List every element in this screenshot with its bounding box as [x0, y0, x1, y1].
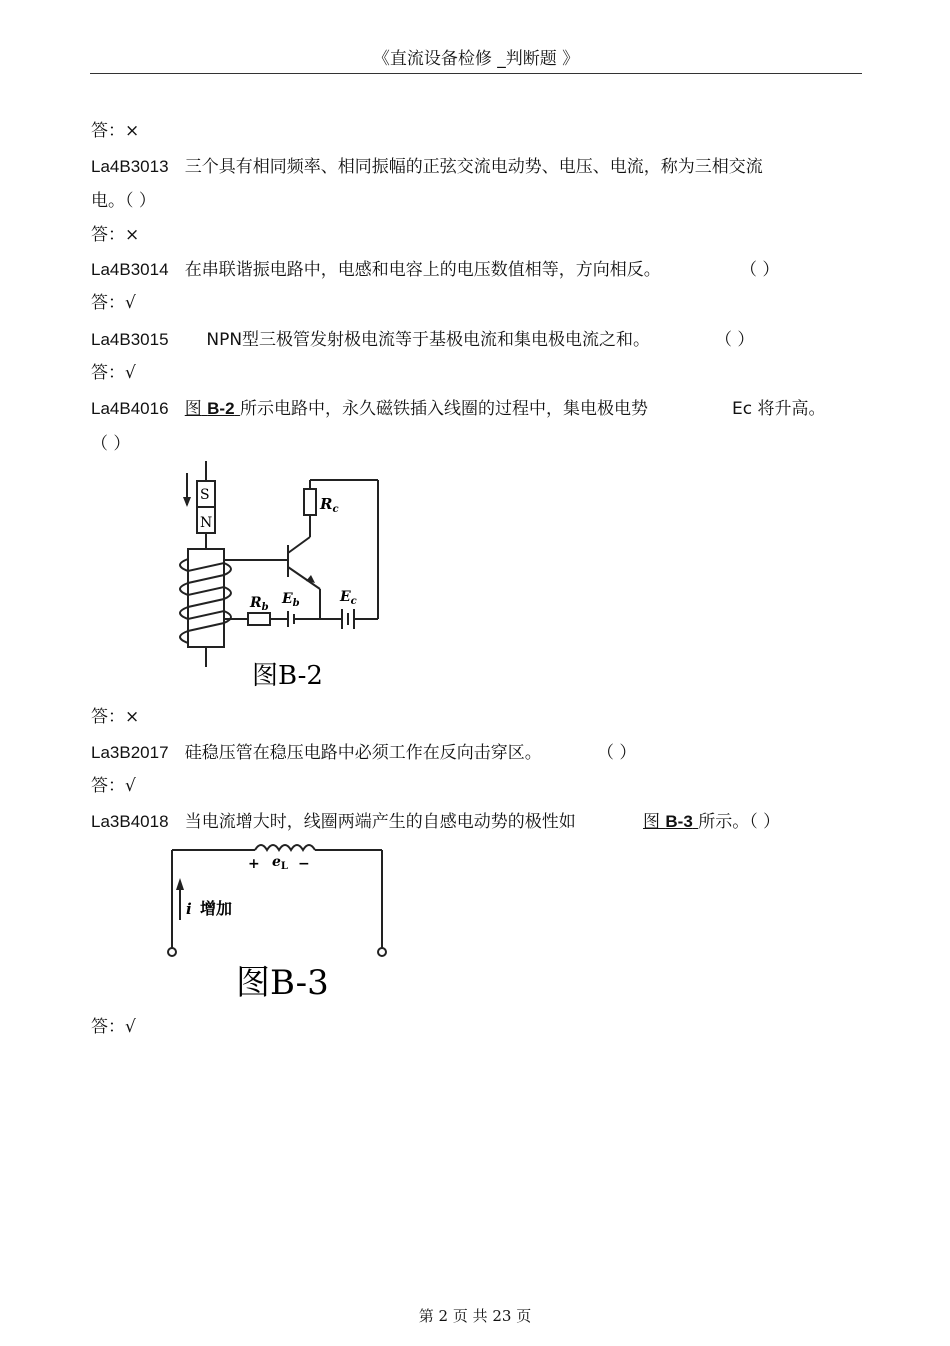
ec-label: $E_c$	[340, 589, 357, 607]
magnet-n-label: N	[200, 515, 213, 531]
question-la4b3015	[91, 329, 650, 351]
document-header: 《直流设备检修 _判断题 》	[372, 49, 580, 69]
question-code: La3B4018	[91, 812, 169, 831]
question-text-tail: Ec 将升高。	[732, 399, 826, 419]
question-la4b3013	[91, 156, 763, 178]
question-la3b4018-tail: 图 B-3 所示。（ ）	[643, 812, 781, 832]
header-divider	[90, 73, 862, 74]
rb-label: $R_b$	[250, 595, 269, 613]
question-text: NPN型三极管发射极电流等于基极电流和集电极电流之和。	[206, 330, 651, 350]
question-text: 所示电路中，永久磁铁插入线圈的过程中，集电极电势	[239, 399, 648, 419]
figure-b3-inductor	[160, 838, 396, 1004]
figure-b3-caption: 图B-3	[236, 963, 329, 1003]
figure-reference-b2[interactable]: 图 B-2	[184, 399, 235, 419]
plus-sign: +	[248, 856, 260, 872]
answer-previous: 答：×	[91, 121, 140, 141]
question-text: 硅稳压管在稳压电路中必须工作在反向击穿区。	[184, 743, 542, 763]
question-la4b3013-cont: 电。（ ）	[91, 191, 156, 211]
question-la4b4016	[91, 398, 648, 420]
question-code: La4B3013	[91, 157, 169, 176]
question-code: La3B2017	[91, 743, 169, 762]
figure-b2-caption: 图B-2	[252, 661, 323, 691]
answer-la4b4016: 答：×	[91, 707, 140, 727]
answer-blank: （ ）	[715, 330, 755, 350]
eb-label: $E_b$	[282, 591, 300, 609]
answer-blank: （ ）	[597, 743, 637, 763]
answer-la4b3015: 答：√	[91, 363, 136, 383]
question-text: 在串联谐振电路中，电感和电容上的电压数值相等，方向相反。	[184, 260, 661, 280]
question-la4b3014	[91, 259, 661, 281]
question-la3b2017	[91, 742, 542, 764]
answer-la4b3013: 答：×	[91, 225, 140, 245]
answer-la3b4018: 答：√	[91, 1017, 136, 1037]
question-la3b4018	[91, 811, 576, 833]
minus-sign: −	[298, 856, 310, 872]
answer-blank: （ ）	[91, 434, 131, 454]
answer-blank: （ ）	[740, 260, 780, 280]
question-code: La4B3015	[91, 330, 169, 349]
current-increase-label: 增加	[200, 899, 233, 918]
figure-reference-b3[interactable]: 图 B-3	[643, 812, 693, 832]
question-code: La4B3014	[91, 260, 169, 279]
current-i-label: i	[186, 900, 192, 918]
page-number: 第 2 页 共 23 页	[418, 1307, 532, 1325]
answer-la3b2017: 答：√	[91, 776, 136, 796]
el-label: $e_L$	[272, 854, 288, 872]
question-text: 三个具有相同频率、相同振幅的正弦交流电动势、电压、电流，称为三相交流	[184, 157, 763, 177]
rc-label: $R_c$	[320, 495, 339, 515]
answer-la4b3014: 答：√	[91, 293, 136, 313]
question-code: La4B4016	[91, 399, 169, 418]
magnet-s-label: S	[200, 487, 210, 503]
figure-b2-circuit	[152, 455, 388, 695]
question-text: 当电流增大时，线圈两端产生的自感电动势的极性如	[184, 812, 576, 832]
